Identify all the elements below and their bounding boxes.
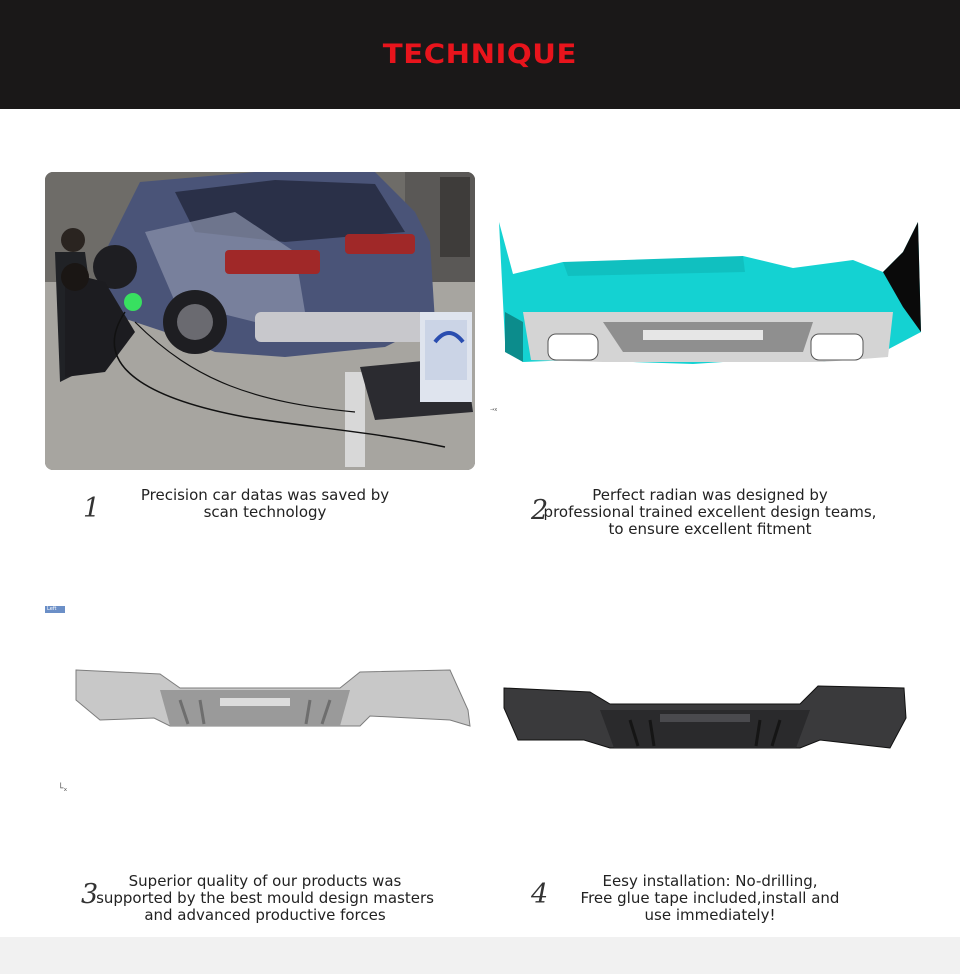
caption-line: Perfect radian was designed by <box>592 486 828 504</box>
step-number: 1 <box>83 493 101 524</box>
step-number: 3 <box>81 879 99 910</box>
step-number: 4 <box>531 879 549 910</box>
step-caption <box>95 873 435 924</box>
axis-marker: └ₓ <box>58 784 68 794</box>
3d-scan-render <box>493 212 925 382</box>
caption-line: supported by the best mould design masters <box>96 889 434 907</box>
caption-line: and advanced productive forces <box>144 906 386 924</box>
caption-line: professional trained excellent design teams, <box>543 503 877 521</box>
grey-diffuser-model <box>70 660 475 740</box>
car-scanning-photo <box>45 172 475 470</box>
step-caption <box>540 487 880 538</box>
caption-line: Precision car datas was saved by <box>140 486 390 504</box>
carbon-diffuser-product <box>500 678 910 758</box>
caption-line: scan technology <box>203 503 327 521</box>
step-caption <box>575 873 845 924</box>
caption-line: Free glue tape included,install and <box>580 889 840 907</box>
step-caption <box>120 487 410 521</box>
caption-line: Superior quality of our products was <box>128 872 402 890</box>
caption-line: Eesy installation: No-drilling, <box>602 872 818 890</box>
footer-band <box>0 937 960 974</box>
caption-line: use immediately! <box>644 906 776 924</box>
view-tag: Left <box>45 606 65 613</box>
step-number: 2 <box>531 495 549 526</box>
header-banner <box>0 0 960 109</box>
page-title: TECHNIQUE <box>382 39 578 70</box>
axis-marker: →x <box>490 407 498 413</box>
caption-line: to ensure excellent fitment <box>608 520 812 538</box>
